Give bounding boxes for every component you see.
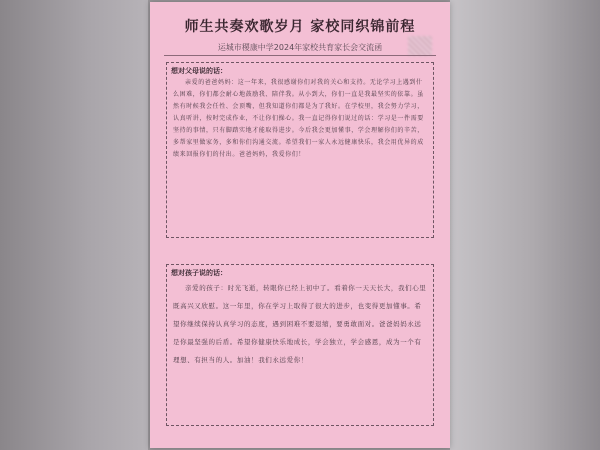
background-right bbox=[450, 0, 600, 450]
page-title: 师生共奏欢歌岁月 家校同织锦前程 bbox=[184, 19, 416, 35]
parent-message-label: 想对父母说的话： bbox=[171, 67, 227, 75]
page-subtitle: 运城市稷康中学2024年家校共育家长会交流函 bbox=[217, 43, 383, 52]
letter-sheet bbox=[150, 2, 450, 448]
child-message-box bbox=[166, 264, 434, 426]
parent-message-box bbox=[166, 62, 434, 238]
background-left bbox=[0, 0, 148, 450]
parent-message-text: 亲爱的爸爸妈妈：这一年来，我很感谢你们对我的关心和支持。无论学习上遇到什么困难，你们都会耐心地鼓励我、陪伴我。从小到大，你们一直是我最坚实的依靠。虽然有时候我会任性、会顶嘴，但我知道你们都是为了我好。在学校里，我会努力学习，认真听讲，按时完成作业，不让你们操心。我一直记得你们说过的话：学习是一件需要坚持的事情，只有脚踏实地才能取得进步。今后我会更加懂事，学会理解你们的辛苦，多帮家里做家务，多和你们沟通交流。希望我们一家人永远健康快乐，我会用优异的成绩来回报你们的付出。爸爸妈妈，我爱你们！ bbox=[173, 79, 424, 158]
child-message-text: 亲爱的孩子：时光飞逝，转眼你已经上初中了。看着你一天天长大，我们心里既高兴又欣慰。这一年里，你在学习上取得了很大的进步，也变得更加懂事。希望你继续保持认真学习的态度，遇到困难不要退缩，要勇敢面对。爸爸妈妈永远是你最坚强的后盾。希望你健康快乐地成长，学会独立，学会感恩，成为一个有理想、有担当的人。加油！我们永远爱你！ bbox=[173, 284, 427, 364]
header-divider bbox=[164, 55, 436, 56]
blurred-code-mark bbox=[408, 36, 432, 56]
child-message-label: 想对孩子说的话： bbox=[171, 269, 227, 277]
